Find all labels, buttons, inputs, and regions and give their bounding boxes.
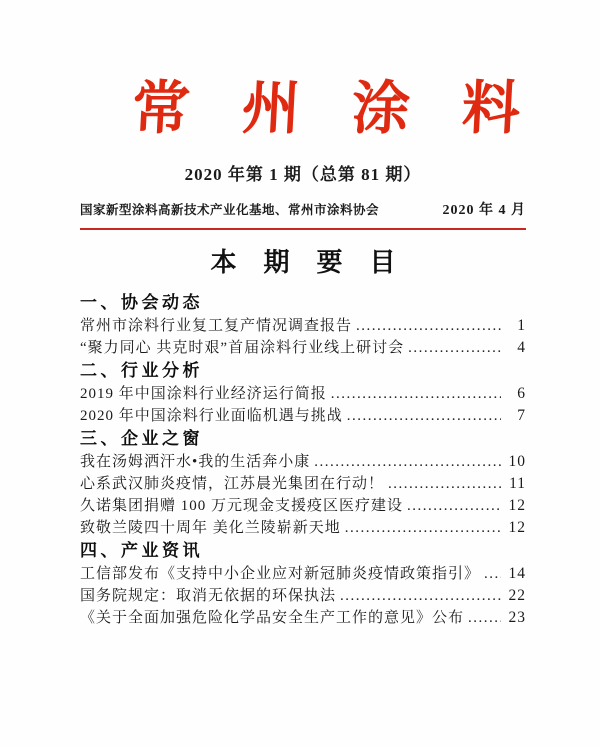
dot-leader bbox=[331, 383, 501, 405]
dot-leader bbox=[407, 495, 501, 517]
toc-entry-title: “聚力同心 共克时艰”首届涂料行业线上研讨会 bbox=[80, 340, 405, 356]
toc-entry-page: 4 bbox=[517, 339, 526, 356]
toc-entry-page: 23 bbox=[508, 609, 526, 626]
toc-entry-page: 7 bbox=[517, 407, 526, 424]
toc-entry-title: 《关于全面加强危险化学品安全生产工作的意见》公布 bbox=[80, 610, 465, 626]
dot-leader bbox=[388, 473, 501, 495]
publisher-name: 国家新型涂料高新技术产业化基地、常州市涂料协会 bbox=[80, 203, 380, 217]
dot-leader bbox=[347, 405, 501, 427]
toc-entry-page: 22 bbox=[508, 587, 526, 604]
publish-date: 2020 年 4 月 bbox=[442, 203, 526, 218]
toc-entry-title: 常州市涂料行业复工复产情况调查报告 bbox=[80, 318, 353, 334]
dot-leader bbox=[408, 337, 501, 359]
toc-entry-title: 工信部发布《支持中小企业应对新冠肺炎疫情政策指引》 bbox=[80, 566, 481, 582]
toc-entry-title: 久诺集团捐赠 100 万元现金支援疫区医疗建设 bbox=[80, 498, 404, 514]
issue-info: 2020 年第 1 期（总第 81 期） bbox=[184, 165, 422, 184]
toc-section-title: 三、企业之窗 bbox=[80, 429, 203, 448]
toc-entry bbox=[80, 585, 526, 607]
dot-leader bbox=[314, 451, 501, 473]
toc-entry-title: 国务院规定：取消无依据的环保执法 bbox=[80, 588, 337, 604]
toc-entry-page: 12 bbox=[508, 519, 526, 536]
toc-section-title: 一、协会动态 bbox=[80, 293, 203, 312]
toc-entry bbox=[80, 337, 526, 359]
publisher-row bbox=[80, 199, 526, 219]
divider-rule bbox=[80, 228, 526, 230]
toc-entry bbox=[80, 563, 526, 585]
toc-entry bbox=[80, 517, 526, 539]
toc bbox=[80, 291, 526, 629]
toc-entry-title: 心系武汉肺炎疫情，江苏晨光集团在行动！ bbox=[80, 476, 385, 492]
dot-leader bbox=[340, 585, 501, 607]
toc-entry-title: 2019 年中国涂料行业经济运行简报 bbox=[80, 386, 327, 402]
toc-entry bbox=[80, 405, 526, 427]
toc-entry-page: 1 bbox=[517, 317, 526, 334]
toc-entry-page: 10 bbox=[508, 453, 526, 470]
toc-entry bbox=[80, 315, 526, 337]
toc-entry bbox=[80, 451, 526, 473]
dot-leader bbox=[345, 517, 501, 539]
toc-entry-page: 12 bbox=[508, 497, 526, 514]
dot-leader bbox=[468, 607, 501, 629]
toc-entry-title: 致敬兰陵四十周年 美化兰陵崭新天地 bbox=[80, 520, 341, 536]
dot-leader bbox=[484, 563, 501, 585]
toc-entry-page: 14 bbox=[508, 565, 526, 582]
dot-leader bbox=[356, 315, 501, 337]
toc-entry-title: 我在汤姆洒汗水•我的生活奔小康 bbox=[80, 454, 311, 470]
toc-entry bbox=[80, 383, 526, 405]
toc-section-title: 二、行业分析 bbox=[80, 361, 203, 380]
toc-heading: 本期要目 bbox=[210, 247, 423, 277]
journal-title: 常州涂料 bbox=[130, 74, 574, 142]
toc-entry-page: 6 bbox=[517, 385, 526, 402]
toc-section-title: 四、产业资讯 bbox=[80, 541, 203, 560]
toc-entry bbox=[80, 607, 526, 629]
toc-entry bbox=[80, 495, 526, 517]
toc-entry-title: 2020 年中国涂料行业面临机遇与挑战 bbox=[80, 408, 343, 424]
toc-entry-page: 11 bbox=[509, 475, 526, 492]
toc-entry bbox=[80, 473, 526, 495]
